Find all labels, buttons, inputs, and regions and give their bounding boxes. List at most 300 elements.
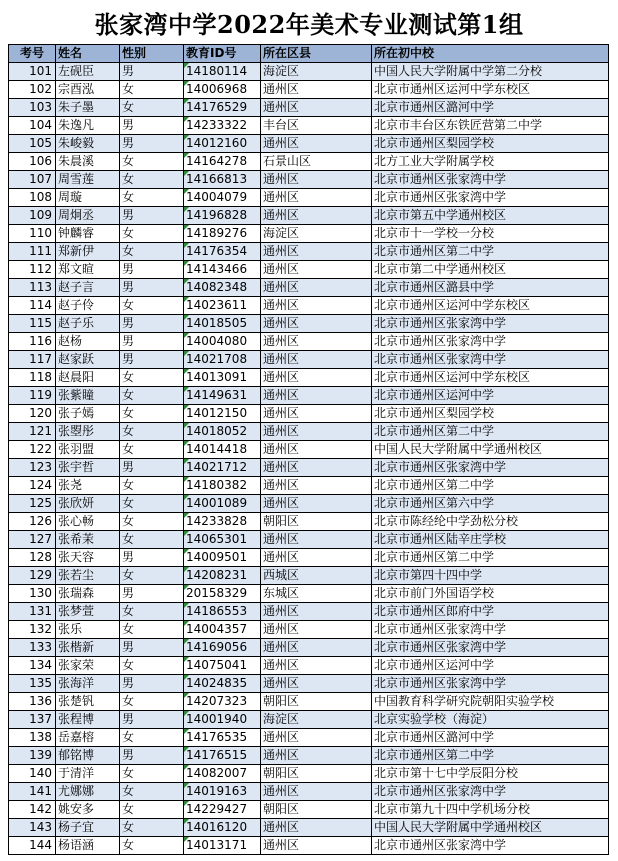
cell-district[interactable]: 通州区 xyxy=(261,783,372,801)
table-row xyxy=(9,261,609,279)
cell-name[interactable]: 杨子宜 xyxy=(56,819,120,837)
cell-district[interactable]: 东城区 xyxy=(261,585,372,603)
cell-education-id[interactable]: 14013171 xyxy=(184,837,261,855)
cell-name[interactable]: 郑文暄 xyxy=(56,261,120,279)
cell-education-id[interactable]: 14024835 xyxy=(184,675,261,693)
cell-gender[interactable]: 男 xyxy=(120,351,184,369)
cell-education-id[interactable]: 14082007 xyxy=(184,765,261,783)
table-row xyxy=(9,495,609,513)
cell-school[interactable]: 北京市通州区张家湾中学 xyxy=(372,783,609,801)
cell-exam-number[interactable]: 113 xyxy=(9,279,56,297)
cell-district[interactable]: 丰台区 xyxy=(261,117,372,135)
cell-name[interactable]: 姚安多 xyxy=(56,801,120,819)
cell-exam-number[interactable]: 132 xyxy=(9,621,56,639)
cell-education-id[interactable]: 14012150 xyxy=(184,405,261,423)
cell-school[interactable]: 北京市通州区第二中学 xyxy=(372,423,609,441)
cell-education-id[interactable]: 14166813 xyxy=(184,171,261,189)
cell-gender[interactable]: 女 xyxy=(120,693,184,711)
cell-education-id[interactable]: 14001089 xyxy=(184,495,261,513)
cell-education-id[interactable]: 14012160 xyxy=(184,135,261,153)
cell-district[interactable]: 通州区 xyxy=(261,171,372,189)
cell-exam-number[interactable]: 129 xyxy=(9,567,56,585)
cell-exam-number[interactable]: 138 xyxy=(9,729,56,747)
cell-gender[interactable]: 女 xyxy=(120,495,184,513)
cell-education-id[interactable]: 14021712 xyxy=(184,459,261,477)
cell-name[interactable]: 郁铭博 xyxy=(56,747,120,765)
cell-school[interactable]: 中国人民大学附属中学通州校区 xyxy=(372,819,609,837)
cell-education-id[interactable]: 14180382 xyxy=(184,477,261,495)
cell-district[interactable]: 通州区 xyxy=(261,243,372,261)
cell-gender[interactable]: 男 xyxy=(120,261,184,279)
cell-school[interactable]: 北京市通州区潞河中学 xyxy=(372,729,609,747)
cell-exam-number[interactable]: 130 xyxy=(9,585,56,603)
table-row xyxy=(9,405,609,423)
cell-name[interactable]: 张羽盟 xyxy=(56,441,120,459)
cell-district[interactable]: 通州区 xyxy=(261,261,372,279)
cell-school[interactable]: 北京市通州区运河中学东校区 xyxy=(372,369,609,387)
cell-district[interactable]: 通州区 xyxy=(261,459,372,477)
cell-exam-number[interactable]: 101 xyxy=(9,63,56,81)
cell-education-id[interactable]: 14196828 xyxy=(184,207,261,225)
cell-district[interactable]: 通州区 xyxy=(261,819,372,837)
cell-exam-number[interactable]: 111 xyxy=(9,243,56,261)
table-row xyxy=(9,585,609,603)
cell-name[interactable]: 赵子乐 xyxy=(56,315,120,333)
cell-district[interactable]: 通州区 xyxy=(261,549,372,567)
cell-exam-number[interactable]: 102 xyxy=(9,81,56,99)
cell-district[interactable]: 通州区 xyxy=(261,657,372,675)
cell-district[interactable]: 西城区 xyxy=(261,567,372,585)
cell-education-id[interactable]: 14013091 xyxy=(184,369,261,387)
cell-district[interactable]: 通州区 xyxy=(261,477,372,495)
cell-gender[interactable]: 男 xyxy=(120,675,184,693)
cell-school[interactable]: 北京市通州区第二中学 xyxy=(372,243,609,261)
cell-exam-number[interactable]: 139 xyxy=(9,747,56,765)
cell-district[interactable]: 朝阳区 xyxy=(261,693,372,711)
cell-education-id[interactable]: 14208231 xyxy=(184,567,261,585)
cell-name[interactable]: 赵晨阳 xyxy=(56,369,120,387)
cell-gender[interactable]: 女 xyxy=(120,819,184,837)
cell-name[interactable]: 张程博 xyxy=(56,711,120,729)
cell-school[interactable]: 北京市第二中学通州校区 xyxy=(372,261,609,279)
table-row xyxy=(9,765,609,783)
cell-gender[interactable]: 女 xyxy=(120,513,184,531)
cell-education-id[interactable]: 14207323 xyxy=(184,693,261,711)
table-row xyxy=(9,603,609,621)
table-row xyxy=(9,693,609,711)
cell-education-id[interactable]: 14176535 xyxy=(184,729,261,747)
table-row xyxy=(9,747,609,765)
table-row xyxy=(9,729,609,747)
cell-school[interactable]: 北京市通州区第二中学 xyxy=(372,747,609,765)
cell-education-id[interactable]: 14018505 xyxy=(184,315,261,333)
cell-exam-number[interactable]: 106 xyxy=(9,153,56,171)
cell-district[interactable]: 通州区 xyxy=(261,333,372,351)
cell-exam-number[interactable]: 128 xyxy=(9,549,56,567)
cell-gender[interactable]: 女 xyxy=(120,801,184,819)
cell-district[interactable]: 通州区 xyxy=(261,837,372,855)
cell-district[interactable]: 通州区 xyxy=(261,81,372,99)
cell-gender[interactable]: 女 xyxy=(120,153,184,171)
cell-exam-number[interactable]: 117 xyxy=(9,351,56,369)
cell-school[interactable]: 北京市通州区潞县中学 xyxy=(372,279,609,297)
cell-name[interactable]: 张曌彤 xyxy=(56,423,120,441)
cell-education-id[interactable]: 14018052 xyxy=(184,423,261,441)
cell-exam-number[interactable]: 123 xyxy=(9,459,56,477)
cell-school[interactable]: 北京市通州区张家湾中学 xyxy=(372,459,609,477)
cell-exam-number[interactable]: 115 xyxy=(9,315,56,333)
cell-name[interactable]: 张紫瞳 xyxy=(56,387,120,405)
cell-district[interactable]: 通州区 xyxy=(261,675,372,693)
table-row xyxy=(9,675,609,693)
cell-education-id[interactable]: 14082348 xyxy=(184,279,261,297)
cell-district[interactable]: 通州区 xyxy=(261,441,372,459)
cell-gender[interactable]: 男 xyxy=(120,117,184,135)
cell-gender[interactable]: 男 xyxy=(120,639,184,657)
cell-education-id[interactable]: 14169056 xyxy=(184,639,261,657)
cell-exam-number[interactable]: 119 xyxy=(9,387,56,405)
cell-school[interactable]: 北京市通州区梨园学校 xyxy=(372,135,609,153)
cell-exam-number[interactable]: 116 xyxy=(9,333,56,351)
table-row xyxy=(9,801,609,819)
cell-exam-number[interactable]: 104 xyxy=(9,117,56,135)
cell-education-id[interactable]: 20158329 xyxy=(184,585,261,603)
cell-exam-number[interactable]: 122 xyxy=(9,441,56,459)
cell-exam-number[interactable]: 133 xyxy=(9,639,56,657)
cell-school[interactable]: 北京市通州区运河中学东校区 xyxy=(372,81,609,99)
cell-exam-number[interactable]: 112 xyxy=(9,261,56,279)
cell-education-id[interactable]: 14164278 xyxy=(184,153,261,171)
cell-name[interactable]: 岳嘉榕 xyxy=(56,729,120,747)
cell-school[interactable]: 北京市陈经纶中学劲松分校 xyxy=(372,513,609,531)
cell-exam-number[interactable]: 124 xyxy=(9,477,56,495)
cell-district[interactable]: 通州区 xyxy=(261,351,372,369)
cell-gender[interactable]: 女 xyxy=(120,729,184,747)
cell-district[interactable]: 通州区 xyxy=(261,747,372,765)
cell-gender[interactable]: 女 xyxy=(120,81,184,99)
cell-exam-number[interactable]: 136 xyxy=(9,693,56,711)
cell-education-id[interactable]: 14149631 xyxy=(184,387,261,405)
cell-exam-number[interactable]: 126 xyxy=(9,513,56,531)
cell-district[interactable]: 通州区 xyxy=(261,729,372,747)
cell-district[interactable]: 通州区 xyxy=(261,279,372,297)
cell-gender[interactable]: 女 xyxy=(120,567,184,585)
header-school[interactable]: 所在初中校 xyxy=(372,45,609,63)
cell-education-id[interactable]: 14180114 xyxy=(184,63,261,81)
cell-school[interactable]: 中国教育科学研究院朝阳实验学校 xyxy=(372,693,609,711)
cell-school[interactable]: 北京市第九十四中学机场分校 xyxy=(372,801,609,819)
cell-gender[interactable]: 女 xyxy=(120,297,184,315)
cell-school[interactable]: 北京市前门外国语学校 xyxy=(372,585,609,603)
cell-gender[interactable]: 女 xyxy=(120,225,184,243)
cell-school[interactable]: 北京市丰台区东铁匠营第二中学 xyxy=(372,117,609,135)
cell-school[interactable]: 北京市通州区张家湾中学 xyxy=(372,675,609,693)
cell-district[interactable]: 通州区 xyxy=(261,603,372,621)
table-row xyxy=(9,189,609,207)
cell-education-id[interactable]: 14023611 xyxy=(184,297,261,315)
cell-gender[interactable]: 女 xyxy=(120,603,184,621)
cell-district[interactable]: 朝阳区 xyxy=(261,513,372,531)
header-gender[interactable]: 性别 xyxy=(120,45,184,63)
cell-education-id[interactable]: 14143466 xyxy=(184,261,261,279)
cell-exam-number[interactable]: 131 xyxy=(9,603,56,621)
cell-school[interactable]: 北方工业大学附属学校 xyxy=(372,153,609,171)
cell-district[interactable]: 通州区 xyxy=(261,99,372,117)
cell-education-id[interactable]: 14229427 xyxy=(184,801,261,819)
cell-exam-number[interactable]: 127 xyxy=(9,531,56,549)
cell-district[interactable]: 通州区 xyxy=(261,639,372,657)
cell-gender[interactable]: 男 xyxy=(120,711,184,729)
cell-name[interactable]: 钟麟睿 xyxy=(56,225,120,243)
cell-education-id[interactable]: 14075041 xyxy=(184,657,261,675)
cell-district[interactable]: 通州区 xyxy=(261,423,372,441)
table-row xyxy=(9,531,609,549)
cell-school[interactable]: 北京市通州区张家湾中学 xyxy=(372,621,609,639)
cell-education-id[interactable]: 14009501 xyxy=(184,549,261,567)
cell-school[interactable]: 北京市通州区运河中学 xyxy=(372,387,609,405)
cell-exam-number[interactable]: 103 xyxy=(9,99,56,117)
cell-gender[interactable]: 女 xyxy=(120,783,184,801)
cell-name[interactable]: 张子嫣 xyxy=(56,405,120,423)
cell-education-id[interactable]: 14019163 xyxy=(184,783,261,801)
cell-name[interactable]: 张若尘 xyxy=(56,567,120,585)
cell-gender[interactable]: 男 xyxy=(120,279,184,297)
cell-name[interactable]: 左砚臣 xyxy=(56,63,120,81)
cell-name[interactable]: 于清洋 xyxy=(56,765,120,783)
table-row xyxy=(9,207,609,225)
cell-exam-number[interactable]: 140 xyxy=(9,765,56,783)
cell-exam-number[interactable]: 114 xyxy=(9,297,56,315)
cell-exam-number[interactable]: 134 xyxy=(9,657,56,675)
cell-exam-number[interactable]: 135 xyxy=(9,675,56,693)
cell-district[interactable]: 海淀区 xyxy=(261,63,372,81)
cell-education-id[interactable]: 14233828 xyxy=(184,513,261,531)
cell-school[interactable]: 北京市通州区运河中学东校区 xyxy=(372,297,609,315)
table-row xyxy=(9,135,609,153)
cell-name[interactable]: 张海洋 xyxy=(56,675,120,693)
cell-school[interactable]: 北京市通州区张家湾中学 xyxy=(372,351,609,369)
table-row xyxy=(9,225,609,243)
table-row xyxy=(9,333,609,351)
cell-name[interactable]: 周炯丞 xyxy=(56,207,120,225)
cell-name[interactable]: 朱子墨 xyxy=(56,99,120,117)
cell-school[interactable]: 北京市通州区陆辛庄学校 xyxy=(372,531,609,549)
cell-education-id[interactable]: 14016120 xyxy=(184,819,261,837)
table-row xyxy=(9,477,609,495)
cell-gender[interactable]: 女 xyxy=(120,765,184,783)
cell-school[interactable]: 北京市通州区第二中学 xyxy=(372,477,609,495)
cell-school[interactable]: 北京市通州区张家湾中学 xyxy=(372,171,609,189)
cell-school[interactable]: 北京市通州区郎府中学 xyxy=(372,603,609,621)
cell-name[interactable]: 郑新伊 xyxy=(56,243,120,261)
cell-school[interactable]: 中国人民大学附属中学第二分校 xyxy=(372,63,609,81)
cell-district[interactable]: 通州区 xyxy=(261,189,372,207)
cell-gender[interactable]: 女 xyxy=(120,837,184,855)
cell-district[interactable]: 朝阳区 xyxy=(261,765,372,783)
cell-district[interactable]: 海淀区 xyxy=(261,711,372,729)
cell-name[interactable]: 张心畅 xyxy=(56,513,120,531)
cell-gender[interactable]: 女 xyxy=(120,189,184,207)
cell-exam-number[interactable]: 121 xyxy=(9,423,56,441)
cell-gender[interactable]: 女 xyxy=(120,99,184,117)
cell-name[interactable]: 张楚钒 xyxy=(56,693,120,711)
cell-school[interactable]: 北京市通州区张家湾中学 xyxy=(372,639,609,657)
cell-gender[interactable]: 男 xyxy=(120,747,184,765)
cell-school[interactable]: 北京市通州区张家湾中学 xyxy=(372,189,609,207)
cell-exam-number[interactable]: 141 xyxy=(9,783,56,801)
table-row xyxy=(9,387,609,405)
table-row xyxy=(9,243,609,261)
cell-gender[interactable]: 女 xyxy=(120,423,184,441)
cell-gender[interactable]: 女 xyxy=(120,477,184,495)
header-exam-number[interactable]: 考号 xyxy=(9,45,56,63)
cell-gender[interactable]: 男 xyxy=(120,315,184,333)
cell-school[interactable]: 北京市通州区张家湾中学 xyxy=(372,315,609,333)
cell-school[interactable]: 北京实验学校（海淀） xyxy=(372,711,609,729)
cell-gender[interactable]: 男 xyxy=(120,135,184,153)
cell-name[interactable]: 周璇 xyxy=(56,189,120,207)
cell-school[interactable]: 北京市通州区梨园学校 xyxy=(372,405,609,423)
cell-school[interactable]: 北京市通州区张家湾中学 xyxy=(372,837,609,855)
cell-district[interactable]: 通州区 xyxy=(261,495,372,513)
cell-education-id[interactable]: 14176515 xyxy=(184,747,261,765)
cell-name[interactable]: 赵家跃 xyxy=(56,351,120,369)
cell-district[interactable]: 通州区 xyxy=(261,621,372,639)
cell-school[interactable]: 北京市通州区第二中学 xyxy=(372,549,609,567)
table-row xyxy=(9,153,609,171)
cell-education-id[interactable]: 14004079 xyxy=(184,189,261,207)
cell-gender[interactable]: 女 xyxy=(120,369,184,387)
cell-school[interactable]: 北京市通州区张家湾中学 xyxy=(372,333,609,351)
cell-name[interactable]: 张希茉 xyxy=(56,531,120,549)
cell-education-id[interactable]: 14014418 xyxy=(184,441,261,459)
cell-gender[interactable]: 男 xyxy=(120,333,184,351)
header-name[interactable]: 姓名 xyxy=(56,45,120,63)
cell-exam-number[interactable]: 137 xyxy=(9,711,56,729)
cell-education-id[interactable]: 14006968 xyxy=(184,81,261,99)
cell-gender[interactable]: 男 xyxy=(120,585,184,603)
cell-gender[interactable]: 男 xyxy=(120,63,184,81)
cell-district[interactable]: 通州区 xyxy=(261,297,372,315)
cell-education-id[interactable]: 14001940 xyxy=(184,711,261,729)
cell-exam-number[interactable]: 120 xyxy=(9,405,56,423)
cell-exam-number[interactable]: 144 xyxy=(9,837,56,855)
cell-exam-number[interactable]: 118 xyxy=(9,369,56,387)
cell-exam-number[interactable]: 109 xyxy=(9,207,56,225)
cell-gender[interactable]: 女 xyxy=(120,441,184,459)
cell-school[interactable]: 北京市第五中学通州校区 xyxy=(372,207,609,225)
cell-name[interactable]: 张瑞森 xyxy=(56,585,120,603)
cell-exam-number[interactable]: 125 xyxy=(9,495,56,513)
cell-name[interactable]: 张尧 xyxy=(56,477,120,495)
cell-exam-number[interactable]: 142 xyxy=(9,801,56,819)
cell-name[interactable]: 周雪莲 xyxy=(56,171,120,189)
cell-name[interactable]: 张楷新 xyxy=(56,639,120,657)
cell-name[interactable]: 杨语涵 xyxy=(56,837,120,855)
cell-gender[interactable]: 女 xyxy=(120,405,184,423)
cell-name[interactable]: 张天容 xyxy=(56,549,120,567)
cell-exam-number[interactable]: 105 xyxy=(9,135,56,153)
cell-gender[interactable]: 女 xyxy=(120,621,184,639)
cell-name[interactable]: 赵子伶 xyxy=(56,297,120,315)
cell-exam-number[interactable]: 143 xyxy=(9,819,56,837)
table-row xyxy=(9,621,609,639)
cell-gender[interactable]: 男 xyxy=(120,549,184,567)
cell-district[interactable]: 朝阳区 xyxy=(261,801,372,819)
cell-gender[interactable]: 女 xyxy=(120,387,184,405)
cell-school[interactable]: 北京市第十七中学辰阳分校 xyxy=(372,765,609,783)
cell-school[interactable]: 北京市通州区第六中学 xyxy=(372,495,609,513)
cell-school[interactable]: 北京市通州区运河中学 xyxy=(372,657,609,675)
cell-gender[interactable]: 女 xyxy=(120,657,184,675)
cell-name[interactable]: 赵杨 xyxy=(56,333,120,351)
cell-exam-number[interactable]: 107 xyxy=(9,171,56,189)
table-row xyxy=(9,369,609,387)
cell-education-id[interactable]: 14189276 xyxy=(184,225,261,243)
cell-name[interactable]: 张欣妍 xyxy=(56,495,120,513)
cell-name[interactable]: 尤娜娜 xyxy=(56,783,120,801)
cell-education-id[interactable]: 14186553 xyxy=(184,603,261,621)
cell-school[interactable]: 北京市十一学校一分校 xyxy=(372,225,609,243)
cell-district[interactable]: 通州区 xyxy=(261,405,372,423)
cell-school[interactable]: 中国人民大学附属中学通州校区 xyxy=(372,441,609,459)
table-row xyxy=(9,837,609,855)
cell-name[interactable]: 张家荣 xyxy=(56,657,120,675)
cell-gender[interactable]: 女 xyxy=(120,243,184,261)
cell-district[interactable]: 通州区 xyxy=(261,369,372,387)
cell-gender[interactable]: 男 xyxy=(120,207,184,225)
table-row xyxy=(9,441,609,459)
cell-gender[interactable]: 女 xyxy=(120,531,184,549)
table-row xyxy=(9,279,609,297)
cell-name[interactable]: 宗酉泓 xyxy=(56,81,120,99)
cell-education-id[interactable]: 14176354 xyxy=(184,243,261,261)
cell-name[interactable]: 朱晨溪 xyxy=(56,153,120,171)
cell-education-id[interactable]: 14065301 xyxy=(184,531,261,549)
cell-name[interactable]: 张梦萱 xyxy=(56,603,120,621)
table-row xyxy=(9,567,609,585)
cell-district[interactable]: 通州区 xyxy=(261,135,372,153)
cell-gender[interactable]: 女 xyxy=(120,171,184,189)
cell-district[interactable]: 通州区 xyxy=(261,387,372,405)
header-education-id[interactable]: 教育ID号 xyxy=(184,45,261,63)
cell-district[interactable]: 通州区 xyxy=(261,207,372,225)
cell-education-id[interactable]: 14004357 xyxy=(184,621,261,639)
table-row xyxy=(9,297,609,315)
cell-name[interactable]: 赵子言 xyxy=(56,279,120,297)
header-district[interactable]: 所在区县 xyxy=(261,45,372,63)
table-row xyxy=(9,459,609,477)
cell-name[interactable]: 张乐 xyxy=(56,621,120,639)
cell-education-id[interactable]: 14233322 xyxy=(184,117,261,135)
cell-school[interactable]: 北京市通州区潞河中学 xyxy=(372,99,609,117)
cell-name[interactable]: 朱峻毅 xyxy=(56,135,120,153)
cell-education-id[interactable]: 14021708 xyxy=(184,351,261,369)
cell-exam-number[interactable]: 110 xyxy=(9,225,56,243)
cell-name[interactable]: 朱逸凡 xyxy=(56,117,120,135)
cell-district[interactable]: 通州区 xyxy=(261,531,372,549)
cell-exam-number[interactable]: 108 xyxy=(9,189,56,207)
cell-district[interactable]: 通州区 xyxy=(261,315,372,333)
cell-gender[interactable]: 男 xyxy=(120,459,184,477)
cell-education-id[interactable]: 14176529 xyxy=(184,99,261,117)
cell-school[interactable]: 北京市第四十四中学 xyxy=(372,567,609,585)
cell-education-id[interactable]: 14004080 xyxy=(184,333,261,351)
cell-district[interactable]: 石景山区 xyxy=(261,153,372,171)
table-row xyxy=(9,819,609,837)
cell-name[interactable]: 张宇哲 xyxy=(56,459,120,477)
cell-district[interactable]: 海淀区 xyxy=(261,225,372,243)
